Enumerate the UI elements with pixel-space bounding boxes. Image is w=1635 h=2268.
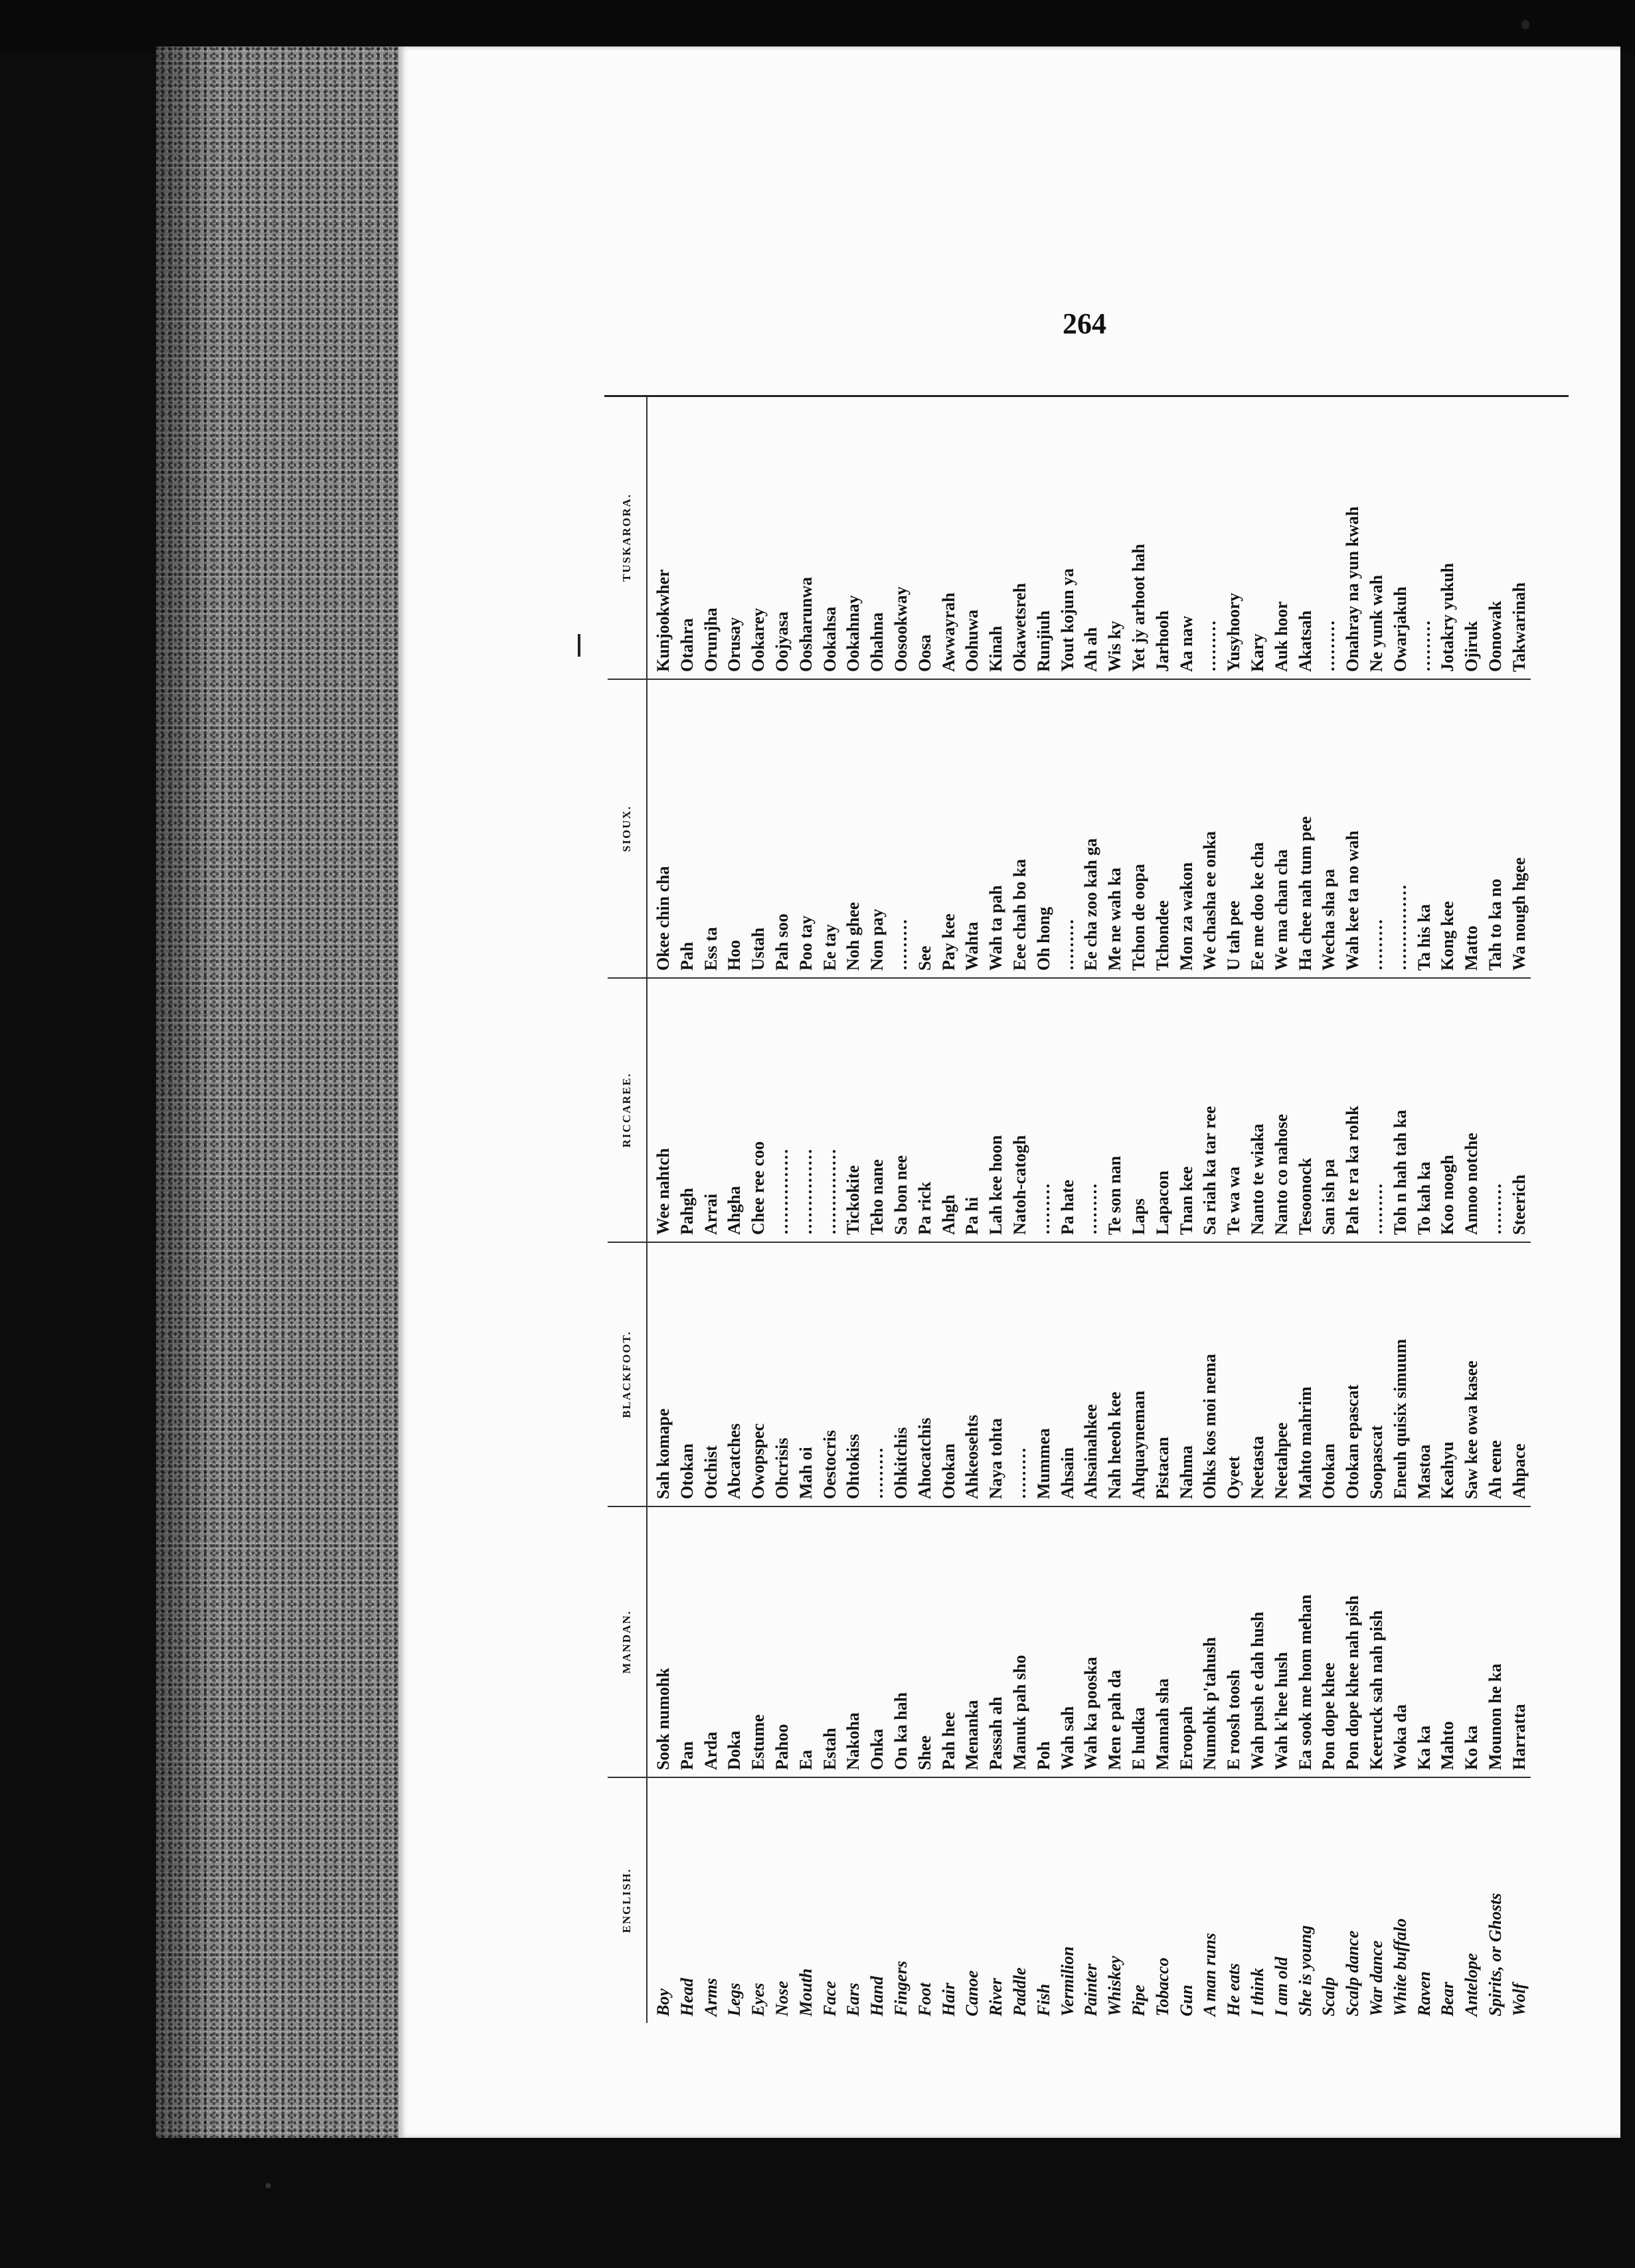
vocab-entry: Annoo notche [1462,1133,1482,1235]
vocab-entry: …………… [772,1149,792,1235]
vocab-entry: Wah k'hee hush [1271,1652,1291,1770]
vocabulary-table [608,396,1531,2023]
vocab-entry: ……… [1033,1183,1053,1235]
vocab-entry: Hand [867,1976,887,2016]
vocab-entry: Naya tohta [986,1418,1006,1499]
vocab-entry: Yet jy arhoot hah [1128,544,1148,672]
print-mark [578,634,580,657]
vocab-entry: Foot [914,1983,934,2016]
vocab-entry: Ohks kos moi nema [1200,1354,1220,1499]
vocab-entry: Manuk pah sho [1009,1655,1029,1770]
vocab-entry: Me ne wah ka [1105,867,1125,971]
vocab-entry: Tah to ka no [1485,878,1505,971]
vocab-entry: Ee tay [819,924,839,971]
vocab-entry: On ka hah [891,1692,910,1770]
vocab-entry: Koo noogh [1438,1155,1458,1235]
vocab-entry: Oonowak [1485,601,1505,672]
vocab-entry: Chee ree coo [748,1141,768,1235]
vocab-entry: Kong kee [1438,901,1458,971]
vocab-entry: Mahto [1438,1721,1458,1770]
vocab-entry: Oosharunwa [796,576,816,672]
vocab-entry: Te son nan [1105,1156,1125,1235]
vocab-entry: Ta his ka [1414,904,1434,971]
vocab-entry: Pah [677,941,697,971]
vocab-entry: ……… [1057,919,1077,971]
vocab-entry: Face [819,1981,839,2016]
vocab-entry: Owopspec [748,1423,768,1499]
vocab-entry: Tickokite [843,1165,863,1235]
vocab-entry: Onka [867,1728,887,1770]
vocab-entry: Nakoha [843,1712,863,1770]
vocab-entry: Sa bon nee [891,1155,910,1235]
vocab-entry: Ahocatchis [914,1418,934,1499]
vocab-entry: We chasha ee onka [1200,831,1220,971]
vocab-entry: Owarjakuh [1390,586,1410,672]
vocab-entry: Sa riah ka tar ree [1200,1105,1220,1235]
vocab-entry: Ohahna [867,612,887,672]
vocab-entry: We ma chan cha [1271,849,1291,971]
vocab-entry: Spirits, or Ghosts [1485,1893,1505,2016]
gutter-shadow [156,46,216,2138]
vocab-entry: Canoe [962,1970,982,2016]
vocab-entry: Ess ta [701,927,721,971]
vocab-entry: Ne yunk wah [1366,575,1386,672]
vocab-entry: ……… [1200,620,1220,672]
vocab-entry: Pahoo [772,1724,792,1770]
vocab-entry: Oh hong [1033,906,1053,971]
vocab-entry: Arda [701,1732,721,1770]
vocab-entry: Mummea [1033,1428,1053,1499]
vocab-entry: Mounon he ka [1485,1663,1505,1770]
vocab-entry: E roosh toosh [1224,1669,1244,1770]
vocab-entry: Wa nough hgee [1509,857,1529,971]
vocab-entry: Numohk p'tahush [1200,1637,1220,1770]
vocab-entry: Runjiuh [1033,610,1053,672]
vocab-entry: Eyes [748,1983,768,2016]
vocab-entry: Ahquayneman [1128,1390,1148,1499]
vocab-entry: Neetasta [1247,1435,1267,1499]
vocab-entry: Jarhooh [1152,610,1172,672]
vocab-entry: Wah ka pooska [1081,1657,1101,1770]
vocab-entry: Estah [819,1728,839,1770]
vocab-entry: Ah ah [1081,627,1101,672]
vocab-entry: Sah komape [653,1408,673,1499]
vocab-entry: Abcatches [725,1423,744,1499]
vocab-entry: Tesoonock [1295,1157,1315,1235]
vocab-entry: …………… [1390,884,1410,971]
vocab-entry: …………… [819,1149,839,1235]
vocab-entry: Nah heeoh kee [1105,1392,1125,1499]
vocab-entry: Mah oi [796,1447,816,1499]
vocab-entry: Ahsain [1057,1447,1077,1499]
scan-background [0,0,1635,53]
vocab-entry: Okawetsreh [1009,583,1029,672]
vocab-entry: River [986,1978,1006,2016]
vocab-entry: Nanto co nahose [1271,1113,1291,1235]
vocab-entry: Men e pah da [1105,1670,1125,1770]
vocab-entry: Ko ka [1462,1725,1482,1770]
vocab-entry: Mouth [796,1968,816,2016]
column-header-english: ENGLISH. [608,1777,647,2023]
vocab-entry: Te wa wa [1224,1166,1244,1235]
column-header-tuskarora: TUSKARORA. [608,396,647,679]
vocab-entry: Lah kee hoon [986,1135,1006,1235]
page-number: 264 [1063,307,1106,340]
vocab-entry: Oojyasa [772,611,792,672]
vocab-entry: Ohkitchis [891,1427,910,1499]
vocab-entry: Paddle [1009,1967,1029,2016]
vocab-entry: Otokan epascat [1343,1384,1363,1499]
vocab-entry: Nanto te wiaka [1247,1123,1267,1235]
vocab-entry: San ish pa [1319,1159,1339,1235]
vocab-entry: Ah eene [1485,1440,1505,1499]
vocab-entry: Boy [653,1988,673,2016]
vocab-entry: Ears [843,1983,863,2016]
vocab-entry: Yusyhoory [1224,593,1244,672]
vocab-entry: ……… [1414,620,1434,672]
vocab-entry: ……… [1485,1183,1505,1235]
vocab-entry: Wee nahtch [653,1148,673,1235]
vocab-entry: Orusay [725,617,744,672]
vocab-entry: Pon dope khee [1319,1662,1339,1770]
vocab-entry: Neetahpee [1271,1422,1291,1499]
vocab-entry: Hair [938,1983,958,2016]
vocab-entry: Saw kee owa kasee [1462,1360,1482,1499]
vocab-entry: Vermilion [1057,1946,1077,2016]
vocab-entry: Tchondee [1152,900,1172,971]
vocab-entry: Wah ta pah [986,885,1006,971]
vocab-entry: Whiskey [1105,1956,1125,2016]
vocab-entry: Pon dope khee nah pish [1343,1595,1363,1770]
vocab-entry: War dance [1366,1940,1386,2016]
vocab-entry: Fish [1033,1983,1053,2016]
vocab-entry: ……… [1081,1183,1101,1235]
vocab-entry: Wah push e dah hush [1247,1611,1267,1770]
vocab-entry: Mannah sha [1152,1678,1172,1770]
vocab-entry: See [914,945,934,971]
vocab-entry: Ea [796,1749,816,1770]
vocab-entry: Onahray na yun kwah [1343,506,1363,672]
vocab-entry: Soopascat [1366,1425,1386,1499]
vocab-entry: Ookahnay [843,595,863,672]
vocab-entry: Ha chee nah tum pee [1295,816,1315,971]
vocab-entry: Passah ah [986,1696,1006,1770]
vocab-entry: Wecha sha pa [1319,868,1339,971]
vocab-entry: Oosa [914,634,934,672]
vocab-entry: Ea sook me hom mehan [1295,1594,1315,1770]
column-header-sioux: SIOUX. [608,679,647,978]
tuskarora-column [647,396,1531,679]
vocab-entry: Otokan [938,1443,958,1499]
vocab-entry: Mahto mahrim [1295,1386,1315,1499]
vocab-entry: Mastoa [1414,1444,1434,1499]
vocab-entry: Hoo [725,939,744,971]
vocab-entry: Menanka [962,1700,982,1770]
vocab-entry: ……… [867,1447,887,1499]
vocab-entry: Tnan kee [1176,1166,1196,1235]
vocab-entry: Pistacan [1152,1437,1172,1499]
vocab-entry: Ojiruk [1462,621,1482,672]
vocab-entry: Laps [1128,1198,1148,1235]
vocab-entry: Mon za wakon [1176,862,1196,971]
vocab-entry: Ookarey [748,608,768,672]
vocab-entry: Takwarinah [1509,582,1529,672]
vocab-entry: Scalp dance [1343,1930,1363,2016]
vocab-entry: Auk hoor [1271,601,1291,672]
vocab-entry: Natoh-catogh [1009,1135,1029,1235]
vocab-entry: Ahgha [725,1186,744,1235]
vocab-entry: Scalp [1319,1977,1339,2016]
vocab-entry: Teho nane [867,1159,887,1235]
english-column [647,1777,1531,2023]
vocab-entry: Noh ghee [843,902,863,971]
vocab-entry: Pahgh [677,1188,697,1235]
vocab-entry: E hudka [1128,1707,1148,1770]
vocab-entry: Oyeet [1224,1456,1244,1499]
vocab-entry: Antelope [1462,1953,1482,2016]
vocab-entry: Otokan [1319,1443,1339,1499]
vocab-entry: ……… [1366,919,1386,971]
vocab-entry: Ahgh [938,1194,958,1235]
vocab-entry: Pay kee [938,914,958,971]
vocab-entry: Lapacon [1152,1171,1172,1235]
vocab-entry: ……… [1009,1447,1029,1499]
vocab-entry: Pah te ra ka rohk [1343,1105,1363,1235]
vocab-entry: Woka da [1390,1704,1410,1770]
column-header-riccaree: RICCAREE. [608,978,647,1242]
vocab-entry: Eneuh quisix simuum [1390,1338,1410,1499]
vocabulary-table-rotated [608,396,1529,2023]
table-header-row [608,396,647,2023]
vocab-entry: Gun [1176,1984,1196,2016]
vocab-entry: Fingers [891,1961,910,2016]
vocab-entry: Pah hee [938,1712,958,1770]
vocab-entry: She is young [1295,1925,1315,2016]
vocab-entry: ……… [1366,1183,1386,1235]
vocab-entry: Raven [1414,1971,1434,2016]
vocab-entry: Ohtokiss [843,1433,863,1499]
vocab-entry: Ka ka [1414,1725,1434,1770]
vocab-entry: Non pay [867,908,887,971]
vocab-entry: Oosookway [891,586,910,672]
vocab-entry: Eroopah [1176,1706,1196,1770]
riccaree-column [647,978,1531,1242]
vocab-entry: Shee [914,1736,934,1770]
vocab-entry: Pa hate [1057,1179,1077,1235]
vocab-entry: Pan [677,1741,697,1770]
vocab-entry: Nahma [1176,1445,1196,1499]
vocab-entry: Ustah [748,927,768,971]
vocab-entry: Awwayrah [938,592,958,672]
vocab-entry: Pah soo [772,914,792,971]
vocab-entry: White buffalo [1390,1918,1410,2016]
vocab-entry: Bear [1438,1982,1458,2016]
blackfoot-column [647,1242,1531,1506]
vocab-entry: Head [677,1978,697,2016]
vocab-entry: Wahta [962,922,982,971]
vocab-entry: Kary [1247,633,1267,672]
vocab-entry: Kunjookwher [653,569,673,672]
vocab-entry: Eee chah bo ka [1009,858,1029,971]
vocab-entry: Okee chin cha [653,866,673,971]
vocab-entry: U tah pee [1224,900,1244,971]
vocab-entry: Wah kee ta no wah [1343,831,1363,971]
vocab-entry: Ahkeosehts [962,1414,982,1499]
vocab-entry: Ahpace [1509,1443,1529,1499]
vocab-entry: Orunjha [701,608,721,672]
vocab-entry: Akatsah [1295,610,1315,672]
vocab-entry: Ee cha zoo kah ga [1081,838,1101,971]
vocab-entry: Kinah [986,625,1006,672]
vocab-entry: Poh [1033,1741,1053,1770]
vocab-entry: Arms [701,1978,721,2016]
vocab-entry: Arrai [701,1193,721,1235]
vocab-entry: Nose [772,1981,792,2016]
vocab-entry: Tchon de oopa [1128,864,1148,971]
vocab-entry: Ee me doo ke cha [1247,842,1267,971]
vocab-entry: Oestocris [819,1430,839,1499]
vocab-entry: Wis ky [1105,621,1125,672]
vocab-entry: Aa naw [1176,615,1196,672]
vocab-entry: Estume [748,1714,768,1770]
vocab-entry: Sook numohk [653,1668,673,1770]
vocab-entry: …………… [796,1149,816,1235]
mandan-column [647,1506,1531,1777]
vocab-entry: Poo tay [796,915,816,971]
vocab-entry: Keahyu [1438,1441,1458,1499]
vocab-entry: Doka [725,1730,744,1770]
vocab-entry: Steerich [1509,1174,1529,1235]
vocab-entry: To kah ka [1414,1161,1434,1235]
vocab-entry: Pipe [1128,1984,1148,2016]
vocab-entry: A man runs [1200,1933,1220,2016]
vocab-entry: Harratta [1509,1704,1529,1770]
dust-speck [266,2183,271,2188]
vocab-entry: Wah sah [1057,1706,1077,1770]
vocab-entry: Pa rick [914,1181,934,1235]
vocab-entry: I think [1247,1968,1267,2016]
table-body-row [647,396,1531,2023]
dust-speck [1521,20,1529,29]
vocab-entry: Ohcrisis [772,1437,792,1499]
vocab-entry: Toh n hah tah ka [1390,1109,1410,1235]
vocab-entry: Otchist [701,1445,721,1499]
vocab-entry: I am old [1271,1957,1291,2016]
sioux-column [647,679,1531,978]
vocab-entry: Legs [725,1983,744,2016]
vocab-entry: ……… [1319,620,1339,672]
vocab-entry: Jotakry yukuh [1438,563,1458,672]
vocab-entry: Oohuwa [962,609,982,672]
vocab-entry: Pa hi [962,1196,982,1235]
vocab-entry: Keeruck sah nah pish [1366,1610,1386,1770]
vocab-entry: Matto [1462,926,1482,971]
vocab-entry: Ookahsa [819,606,839,672]
vocab-entry: Yout kojun ya [1057,568,1077,672]
vocab-entry: He eats [1224,1963,1244,2016]
vocab-entry: Otokan [677,1443,697,1499]
column-header-blackfoot: BLACKFOOT. [608,1242,647,1506]
vocab-entry: Tobacco [1152,1957,1172,2016]
vocab-entry: ……… [891,919,910,971]
vocab-entry: Painter [1081,1963,1101,2016]
column-header-mandan: MANDAN. [608,1506,647,1777]
vocab-entry: Otahra [677,618,697,672]
vocab-entry: Wolf [1509,1983,1529,2016]
vocab-entry: Ahsainahkee [1081,1404,1101,1499]
